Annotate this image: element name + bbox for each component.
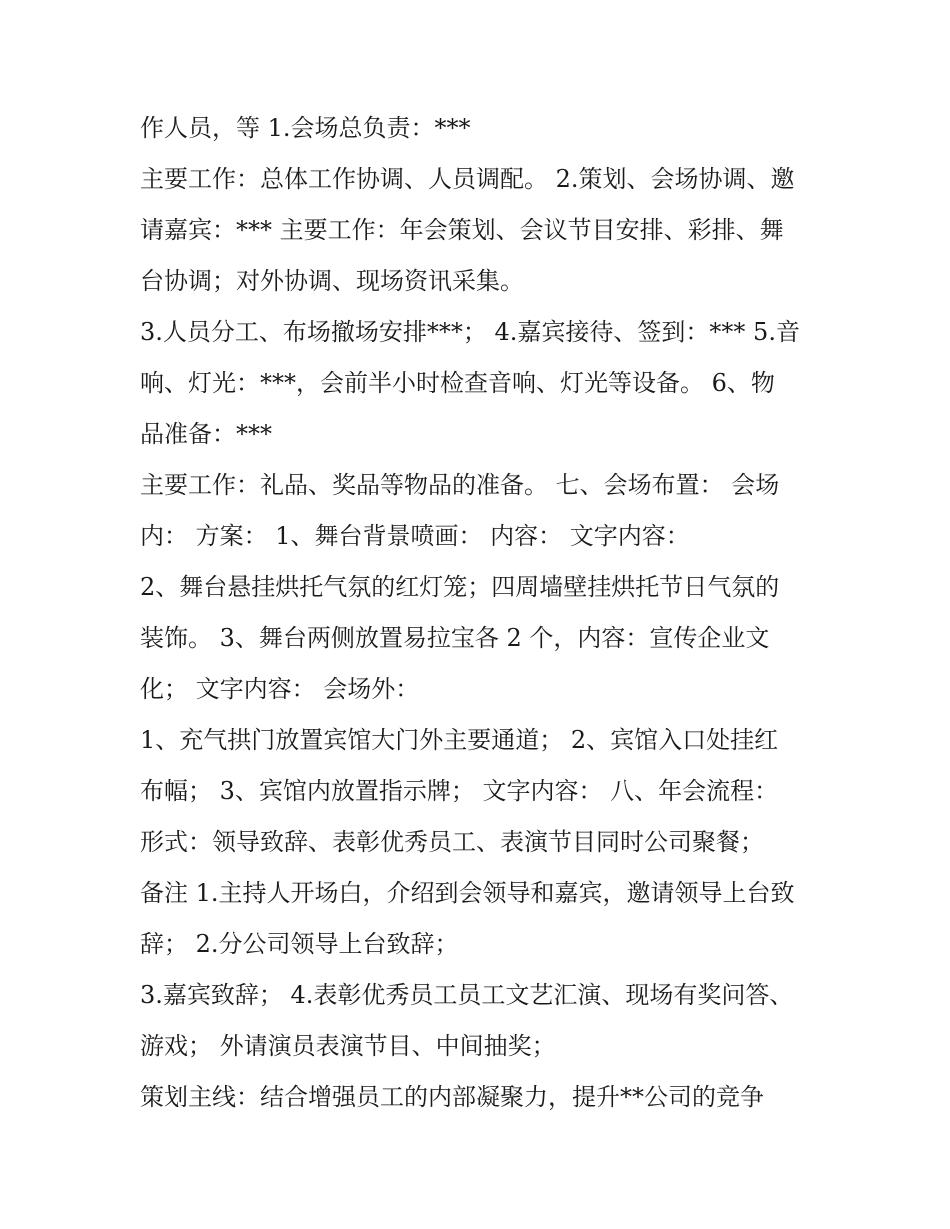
text-line: 主要工作：礼品、奖品等物品的准备。 七、会场布置： 会场 bbox=[140, 471, 780, 499]
text-line: 主要工作：总体工作协调、人员调配。 2.策划、会场协调、邀 bbox=[140, 165, 795, 193]
text-line: 化； 文字内容： 会场外： bbox=[140, 675, 420, 703]
text-line: 内： 方案： 1、舞台背景喷画： 内容： 文字内容： bbox=[140, 522, 690, 550]
text-line: 品准备：*** bbox=[140, 420, 272, 448]
text-line: 台协调；对外协调、现场资讯采集。 bbox=[140, 267, 524, 295]
text-line: 3.嘉宾致辞； 4.表彰优秀员工员工文艺汇演、现场有奖问答、 bbox=[140, 981, 794, 1009]
text-line: 3.人员分工、布场撤场安排***； 4.嘉宾接待、签到：*** 5.音 bbox=[140, 318, 800, 346]
text-line: 辞； 2.分公司领导上台致辞； bbox=[140, 930, 459, 958]
text-line: 游戏； 外请演员表演节目、中间抽奖； bbox=[140, 1032, 556, 1060]
text-line: 响、灯光：***，会前半小时检查音响、灯光等设备。 6、物 bbox=[140, 369, 775, 397]
text-line: 形式：领导致辞、表彰优秀员工、表演节目同时公司聚餐； bbox=[140, 828, 764, 856]
text-line: 请嘉宾：*** 主要工作：年会策划、会议节目安排、彩排、舞 bbox=[140, 216, 784, 244]
body-text bbox=[140, 103, 820, 1123]
text-line: 布幅； 3、宾馆内放置指示牌； 文字内容： 八、年会流程： bbox=[140, 777, 779, 805]
text-line: 备注 1.主持人开场白，介绍到会领导和嘉宾，邀请领导上台致 bbox=[140, 879, 795, 907]
text-line: 作人员，等 1.会场总负责：*** bbox=[140, 114, 471, 142]
text-line: 1、充气拱门放置宾馆大门外主要通道； 2、宾馆入口处挂红 bbox=[140, 726, 779, 754]
text-line: 装饰。 3、舞台两侧放置易拉宝各 2 个，内容：宣传企业文 bbox=[140, 624, 770, 652]
text-line: 2、舞台悬挂烘托气氛的红灯笼；四周墙壁挂烘托节日气氛的 bbox=[140, 573, 780, 601]
text-line: 策划主线：结合增强员工的内部凝聚力，提升**公司的竞争 bbox=[140, 1083, 764, 1111]
